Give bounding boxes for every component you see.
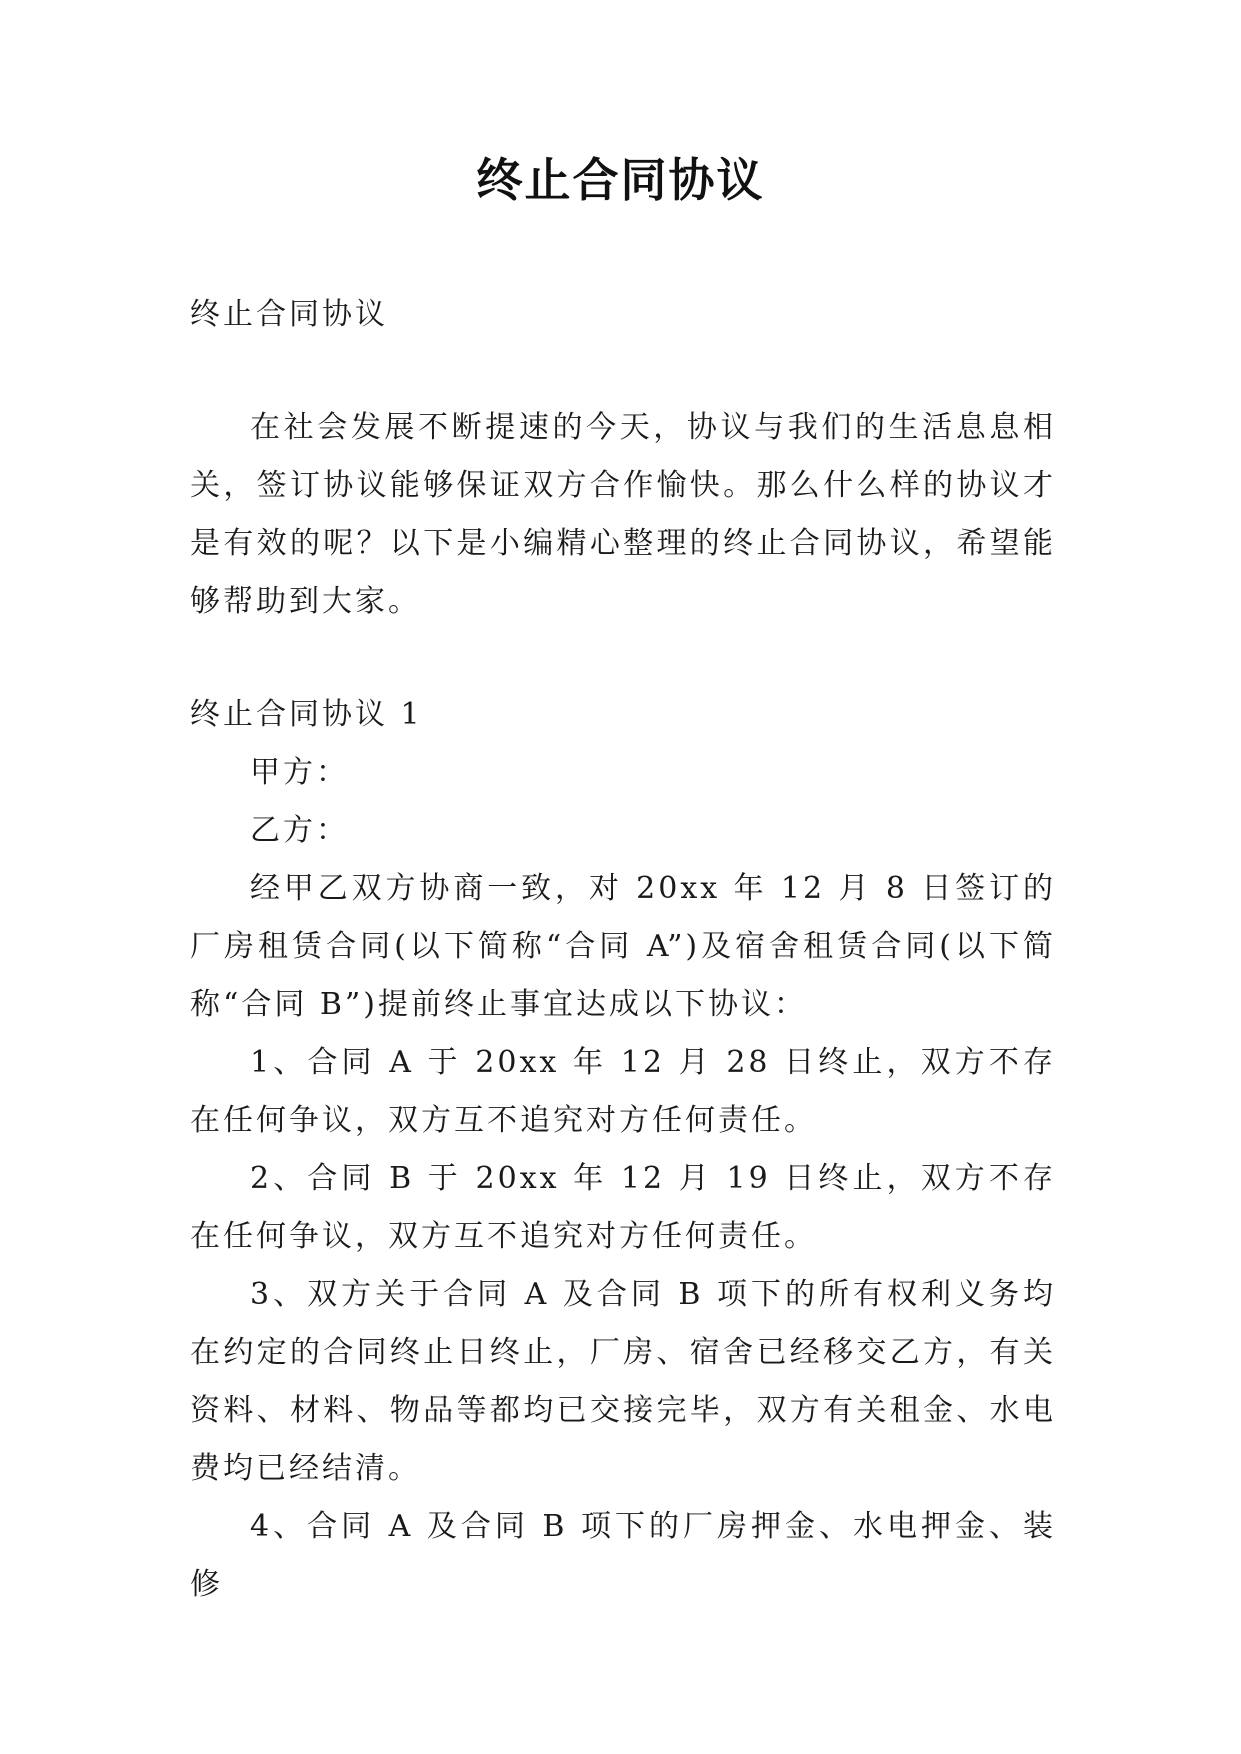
- party-b-label: 乙方：: [250, 813, 349, 848]
- clause-3: 3、双方关于合同 A 及合同 B 项下的所有权利义务均在约定的合同终止日终止，厂房、宿舍已经移交乙方，有关资料、材料、物品等都均已交接完毕，双方有关租金、水电费均已经结清。: [190, 1277, 1056, 1486]
- section-heading: 终止合同协议 1: [190, 697, 423, 732]
- clause-1: 1、合同 A 于 20xx 年 12 月 28 日终止，双方不存在任何争议，双方互不追究对方任何责任。: [190, 1045, 1056, 1138]
- agreement-paragraph: 经甲乙双方协商一致，对 20xx 年 12 月 8 日签订的厂房租赁合同(以下简称“合同 A”)及宿舍租赁合同(以下简称“合同 B”)提前终止事宜达成以下协议：: [190, 871, 1056, 1022]
- intro-paragraph: 在社会发展不断提速的今天，协议与我们的生活息息相关，签订协议能够保证双方合作愉快。那么什么样的协议才是有效的呢？以下是小编精心整理的终止合同协议，希望能够帮助到大家。: [190, 410, 1056, 619]
- clause-4: 4、合同 A 及合同 B 项下的厂房押金、水电押金、装修: [190, 1509, 1056, 1602]
- party-a-label: 甲方：: [250, 755, 349, 790]
- document-subtitle: 终止合同协议: [190, 297, 388, 332]
- document-body: [190, 286, 1056, 1614]
- clause-2: 2、合同 B 于 20xx 年 12 月 19 日终止，双方不存在任何争议，双方互不追究对方任何责任。: [190, 1161, 1056, 1254]
- document-title: 终止合同协议: [476, 153, 765, 207]
